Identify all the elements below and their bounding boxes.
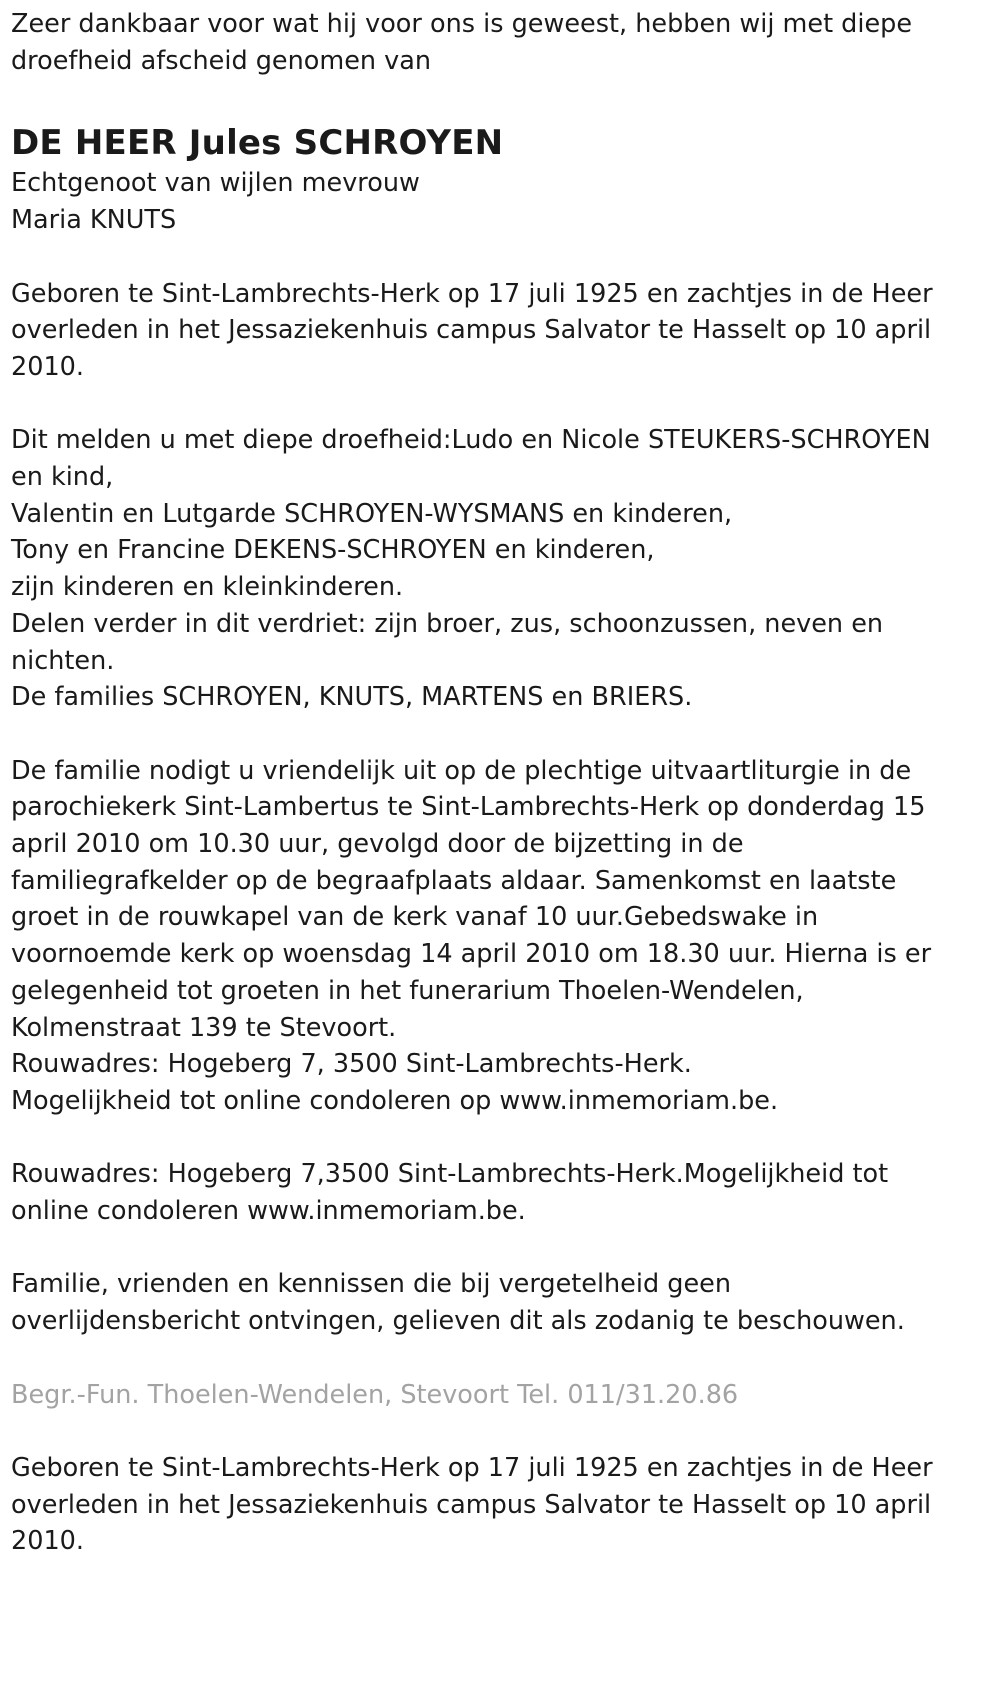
spouse-line: Echtgenoot van wijlen mevrouw bbox=[11, 168, 420, 199]
family-line: Valentin en Lutgarde SCHROYEN-WYSMANS en kinderen, bbox=[11, 498, 733, 529]
birth-line: overleden in het Jessaziekenhuis campus Salvator te Hasselt op 10 april bbox=[11, 1489, 932, 1520]
notice-line: overlijdensbericht ontvingen, gelieven dit als zodanig te beschouwen. bbox=[11, 1306, 905, 1337]
deceased-name: DE HEER Jules SCHROYEN bbox=[11, 123, 504, 164]
intro-text bbox=[11, 6, 991, 79]
ceremony-line: Kolmenstraat 139 te Stevoort. bbox=[11, 1012, 397, 1043]
ceremony-line: gelegenheid tot groeten in het funerarium Thoelen-Wendelen, bbox=[11, 975, 804, 1006]
birth-line: 2010. bbox=[11, 1526, 85, 1557]
ceremony-line: Rouwadres: Hogeberg 7, 3500 Sint-Lambrechts-Herk. bbox=[11, 1049, 692, 1080]
birth-line: overleden in het Jessaziekenhuis campus Salvator te Hasselt op 10 april bbox=[11, 315, 932, 346]
ceremony-line: groet in de rouwkapel van de kerk vanaf 10 uur.Gebedswake in bbox=[11, 902, 819, 933]
funeral-home-contact: Begr.-Fun. Thoelen-Wendelen, Stevoort Tel. 011/31.20.86 bbox=[11, 1379, 739, 1410]
ceremony-line: De familie nodigt u vriendelijk uit op de plechtige uitvaartliturgie in de bbox=[11, 755, 912, 786]
family-line: De families SCHROYEN, KNUTS, MARTENS en BRIERS. bbox=[11, 682, 693, 713]
spouse-line: Maria KNUTS bbox=[11, 205, 177, 236]
family-line: nichten. bbox=[11, 645, 115, 676]
birth-death-paragraph-repeat bbox=[11, 1450, 991, 1560]
family-line: zijn kinderen en kleinkinderen. bbox=[11, 572, 404, 603]
ceremony-line: familiegrafkelder op de begraafplaats aldaar. Samenkomst en laatste bbox=[11, 865, 897, 896]
address-line: online condoleren www.inmemoriam.be. bbox=[11, 1196, 526, 1227]
notice-paragraph bbox=[11, 1266, 991, 1339]
intro-line: Zeer dankbaar voor wat hij voor ons is geweest, hebben wij met diepe bbox=[11, 9, 913, 39]
notice-line: Familie, vrienden en kennissen die bij vergetelheid geen bbox=[11, 1269, 731, 1300]
family-paragraph bbox=[11, 422, 991, 716]
ceremony-line: parochiekerk Sint-Lambertus te Sint-Lambrechts-Herk op donderdag 15 bbox=[11, 792, 926, 823]
family-line: Dit melden u met diepe droefheid:Ludo en Nicole STEUKERS-SCHROYEN bbox=[11, 425, 931, 456]
ceremony-paragraph bbox=[11, 753, 991, 1120]
family-line: Tony en Francine DEKENS-SCHROYEN en kinderen, bbox=[11, 535, 655, 566]
birth-death-paragraph bbox=[11, 276, 991, 386]
family-line: Delen verder in dit verdriet: zijn broer, zus, schoonzussen, neven en bbox=[11, 608, 884, 639]
address-paragraph bbox=[11, 1156, 991, 1229]
birth-line: 2010. bbox=[11, 351, 85, 382]
ceremony-line: april 2010 om 10.30 uur, gevolgd door de bijzetting in de bbox=[11, 829, 744, 860]
ceremony-line: Mogelijkheid tot online condoleren op www.inmemoriam.be. bbox=[11, 1085, 779, 1116]
birth-line: Geboren te Sint-Lambrechts-Herk op 17 juli 1925 en zachtjes in de Heer bbox=[11, 278, 933, 309]
spouse-text bbox=[11, 165, 991, 238]
family-line: en kind, bbox=[11, 462, 114, 492]
birth-line: Geboren te Sint-Lambrechts-Herk op 17 juli 1925 en zachtjes in de Heer bbox=[11, 1452, 933, 1483]
obituary-notice bbox=[11, 6, 991, 1560]
ceremony-line: voornoemde kerk op woensdag 14 april 2010 om 18.30 uur. Hierna is er bbox=[11, 939, 932, 970]
address-line: Rouwadres: Hogeberg 7,3500 Sint-Lambrechts-Herk.Mogelijkheid tot bbox=[11, 1159, 889, 1190]
intro-line: droefheid afscheid genomen van bbox=[11, 45, 432, 76]
